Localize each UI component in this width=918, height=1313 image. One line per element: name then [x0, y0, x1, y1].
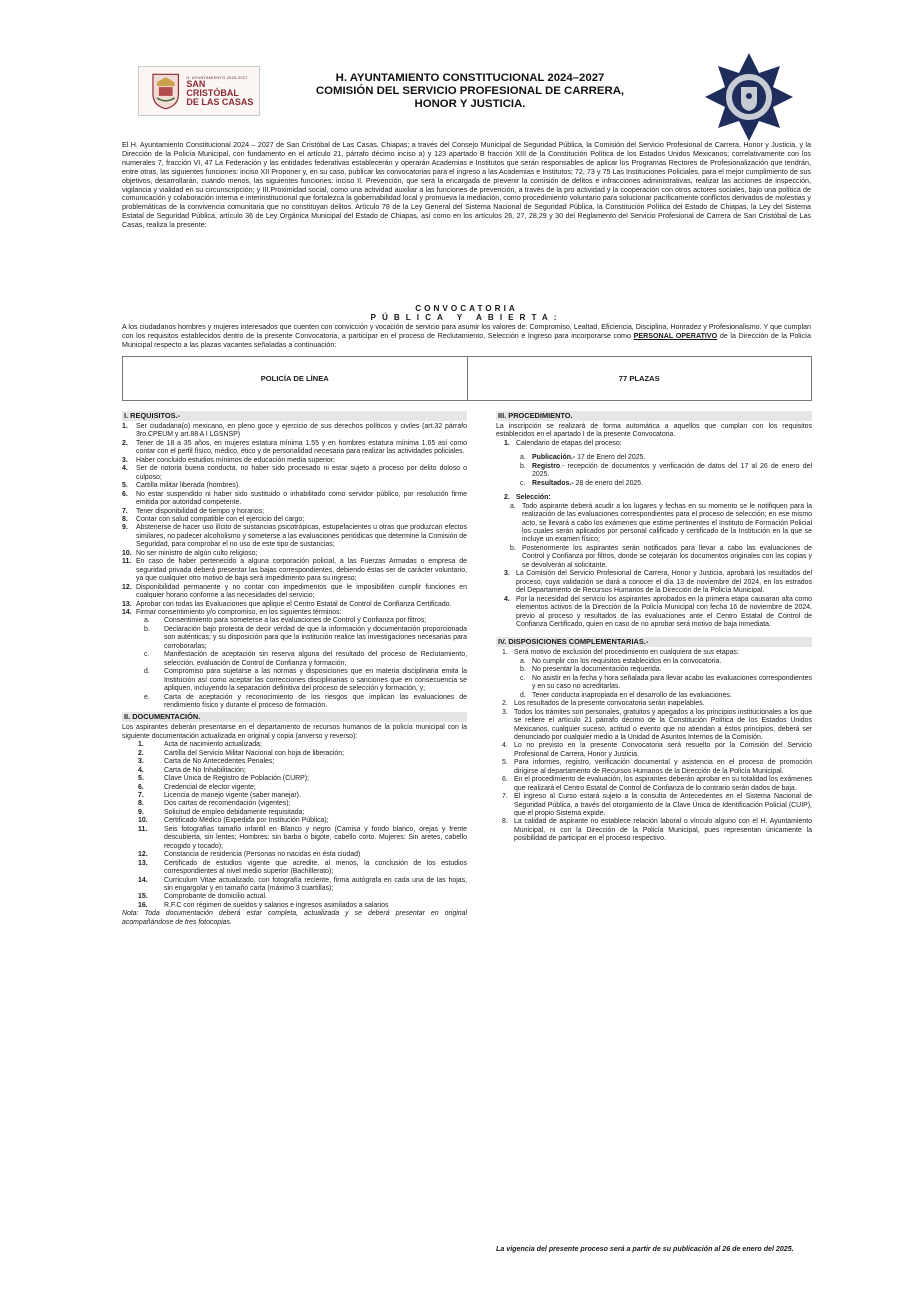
- calendario-num: 1.: [504, 439, 510, 447]
- documento-item: [122, 877, 467, 894]
- section-documentacion-title: II. DOCUMENTACIÓN.: [122, 712, 467, 722]
- procedimiento-item: [496, 596, 812, 630]
- disposicion-item-marker: 8.: [502, 818, 508, 826]
- requisito-item-marker: 14.: [122, 608, 132, 616]
- disposicion-item-text: Para informes, registro, verificación documental y asistencia en el proceso de promoción dirigirse al departamento de Recursos Humanos de la Dirección de la Policía Municipal.: [514, 759, 812, 775]
- documentacion-note: Nota: Toda documentación deberá estar completa, actualizada y se deberá presentar en original acompañándose de tres fotocopias.: [122, 910, 467, 926]
- documento-item: [122, 817, 467, 825]
- requisito-item-marker: 13.: [122, 600, 132, 608]
- section-procedimiento-title: III. PROCEDIMIENTO.: [496, 411, 812, 421]
- requisito-subitem: [122, 668, 467, 693]
- logo-line1: H. AYUNTAMIENTO 2024-2027: [186, 74, 248, 80]
- disposicion-item-marker: 7.: [502, 793, 508, 801]
- requisito-item-marker: 6.: [122, 490, 128, 498]
- documento-item: [122, 860, 467, 877]
- documento-item: [122, 767, 467, 775]
- logo-line2: SAN CRISTÓBAL: [186, 78, 239, 98]
- requisito-item: [122, 524, 467, 549]
- requisito-subitem-marker: c.: [144, 651, 150, 659]
- documento-item-marker: 8.: [138, 800, 144, 808]
- requisito-item: [122, 423, 467, 440]
- requisito-item-text: No ser ministro de algún culto religioso;: [136, 549, 258, 557]
- documento-item-marker: 15.: [138, 893, 148, 901]
- disposicion-subitem: [496, 658, 812, 666]
- documento-item: [122, 741, 467, 749]
- intro-paragraph: El H. Ayuntamiento Constitucional 2024 – 2027 de San Cristóbal de Las Casas, Chiapas; a través del Consejo Municipal de Seguridad Pública, la Comisión del Servicio Profesional de Carrera, Honor y Justicia, y la Dirección de la Policía Municipal, con fundamento en el artículo 21, párrafo décimo inciso a) y 123 apartado B fracción XIII de la Constitución Política de los Estados Unidos Mexicanos; correlativamente con los numerales 7, fracción VI, 47 La Federación y las entidades federativas establecerán y operarán Academias e Institutos que serán responsables de aplicar los Programas Rectores de Profesionalización que tendrán, entre otras, las siguientes funciones: inciso XII Proponer y, en su caso, publicar las convocatorias para el ingreso a las Academias e Institutos; 72, 73 y 75 Las Instituciones Policiales, para el mejor cumplimiento de sus objetivos, desarrollarán, cuando menos, las siguientes funciones: inciso II. Prevención, que será la encargada de prevenir la comisión de delitos e infracciones administrativas, realizar las acciones de inspección, vigilancia y vialidad en su circunscripción; y III.Proximidad social, como una actividad auxiliar a las funciones de prevención, a través de la pro actividad y la cooperación con otros actores sociales, bajo una política de comunicación y colaboración interna e interinstitucional que fortalezca la gobernabilidad local y promueva la mediación, como procedimiento voluntario para solucionar pacíficamente conflictos derivados de molestias y problemáticas de la convivencia comunitaria que no constituyan delitos. Artículo 78 de la Ley General del Sistema Nacional de Seguridad Pública, la Constitución Política del Estado de Chiapas, la Ley del Sistema Estatal de Seguridad Pública, artículo 36 de Ley Orgánica Municipal del Estado de Chiapas, así como en los artículos 26, 27, 28,29 y 30 del Reglamento del Servicio Profesional de Carrera de San Cristóbal de Las Casas, realiza la presente:: [122, 141, 811, 230]
- calendario-list: [496, 454, 812, 488]
- requisito-subitem: [122, 617, 467, 625]
- municipality-logo: [138, 66, 260, 116]
- convocatoria-title: CONVOCATORIA: [415, 304, 518, 313]
- documento-item-marker: 12.: [138, 851, 148, 859]
- calendario-detail: 17 de Enero del 2025.: [575, 454, 646, 462]
- disposicion-item-text: Lo no previsto en la presente Convocatoria será resuelto por la Comisión del Servicio Profesional de Carrera, Honor y Justicia.: [514, 742, 812, 758]
- section-requisitos-title: I. REQUISITOS.-: [122, 411, 467, 421]
- documento-item-text: Acta de nacimiento actualizada;: [164, 741, 262, 749]
- requisito-item: [122, 491, 467, 508]
- title-line2: COMISIÓN DEL SERVICIO PROFESIONAL DE CARRERA,: [315, 85, 625, 97]
- requisito-item: [122, 508, 467, 516]
- disposicion-subitem-text: No asistir en la fecha y hora señalada para llevar acabo las evaluaciones correspondientes y en su caso no acreditarlas.: [532, 674, 812, 691]
- documento-item: [122, 758, 467, 766]
- requisito-item-marker: 8.: [122, 515, 128, 523]
- procedimiento-item: [496, 570, 812, 595]
- procedimiento-item-text: La Comisión del Servicio Profesional de Carrera, Honor y Justicia, aprobará los resultados del proceso, cuya validación se dará a conocer el día 13 de noviembre del 2024, en los estrados del Departamento de Recursos Humanos de la Dirección de la Policía Municipal.: [516, 570, 812, 595]
- requisito-item: [122, 601, 467, 609]
- requisito-item-text: Ser de notoria buena conducta, no haber sido procesado ni estar sujeto a proceso por delito doloso o culposo;: [136, 465, 467, 481]
- documento-item-marker: 13.: [138, 859, 148, 867]
- calendario-bold: Resultados.-: [532, 479, 574, 487]
- documento-item-text: Clave Única de Registro de Población (CURP);: [164, 775, 309, 783]
- requisito-item: [122, 482, 467, 490]
- disposicion-subitem-marker: a.: [520, 657, 526, 665]
- calendario-text: [532, 480, 812, 488]
- documento-item-text: Cartilla del Servicio Militar Nacional con hoja de liberación;: [164, 749, 345, 757]
- requisito-item-text: Cartilla militar liberada (hombres).: [136, 482, 241, 490]
- requisito-subitem-text: Compromiso para sujetarse a las normas y disposiciones que en materia disciplinaria emita la Institución así como aceptar las correcciones disciplinarias o sanciones que en consecuencia se apliquen, incluyendo la separación definitiva del proceso de selección y formación, y;: [164, 668, 467, 693]
- requisito-item: [122, 584, 467, 601]
- documento-item-text: Dos cartas de recomendación (vigentes);: [164, 800, 291, 808]
- calendario-text: [532, 454, 812, 462]
- disposicion-item-marker: 5.: [502, 759, 508, 767]
- requisito-subitem-text: Manifestación de aceptación sin reserva alguna del resultado del proceso de Reclutamiento, selección, evaluación de Control de Confianza y formación;: [164, 651, 467, 667]
- plaza-numero: 77 PLAZAS: [618, 374, 660, 383]
- requisito-subitem-text: Declaración bajo protesta de decir verdad de que la información y documentación proporcionada son auténticas; y su disposición para que la institución realice las investigaciones necesarias para corroborarlas;: [164, 625, 467, 650]
- seleccion-num: 2.: [504, 494, 510, 502]
- calendario-text: [532, 463, 812, 480]
- disposicion-item-marker: 2.: [502, 700, 508, 708]
- disposicion-item-text: Los resultados de la presente convocatoria serán inapelables.: [514, 700, 705, 708]
- calendario-item: [496, 440, 812, 448]
- requisito-subitem: [122, 626, 467, 651]
- seleccion-subitem: [496, 503, 812, 545]
- disposicion-item: [496, 776, 812, 793]
- calendario-bold: Registro: [532, 462, 561, 470]
- section-disposiciones-title: IV. DISPOSICIONES COMPLEMENTARIAS.-: [496, 637, 812, 647]
- requisito-item: [122, 457, 467, 465]
- requisito-item: [122, 516, 467, 524]
- disposicion-item-text: En el procedimiento de evaluación, los aspirantes deberán aprobar en su totalidad los exámenes que realizará el Centro Estatal de Control de Confianza de lo contrario serán dados de baja.: [514, 776, 812, 792]
- right-column: [496, 409, 812, 844]
- disposicion-item: [496, 742, 812, 759]
- documento-item: [122, 893, 467, 901]
- disposicion-subitem: [496, 675, 812, 692]
- documento-item-text: Constancia de residencia (Personas no nacidas en ésta ciudad): [164, 851, 361, 859]
- documento-item: [122, 809, 467, 817]
- documento-item-marker: 9.: [138, 808, 144, 816]
- calendario-letter: c.: [520, 479, 526, 487]
- disposicion-item-text: La calidad de aspirante no establece relación laboral o vínculo alguno con el H. Ayuntamiento Municipal, ni con la Dirección de la Policía Municipal, pues representan únicamente la posibilidad de participar en el proceso respectivo.: [514, 818, 812, 843]
- documento-item-text: Licencia de manejo vigente (saber manejar).: [164, 792, 301, 800]
- documento-item-marker: 6.: [138, 783, 144, 791]
- documento-item-text: Certificado Médico (Expedida por Institución Pública);: [164, 817, 329, 825]
- disposicion-item-text: Todos los trámites son personales, gratuitos y apegados a los principios institucionales a los que se refiere el artículo 21 párrafo décimo de la Constitución Política de los Estados Unidos Mexicanos, cualquier suceso, actitud o evento que no atiendan a éstos principios, deberá ser denunciado por cualquier medio a la Unidad de Asuntos Internos de la Comisión.: [514, 708, 812, 741]
- documento-item-text: Carta de No Inhabilitación;: [164, 766, 246, 774]
- left-column: [122, 409, 467, 927]
- requisito-item-text: Firmar consentimiento y/o compromiso, en los siguientes términos:: [136, 608, 342, 616]
- requisito-subitem: [122, 651, 467, 668]
- documento-item-marker: 10.: [138, 817, 148, 825]
- requisito-item: [122, 609, 467, 617]
- spacer: [496, 629, 812, 635]
- requisito-item-marker: 12.: [122, 583, 132, 591]
- requisito-item-marker: 9.: [122, 524, 128, 532]
- documento-item: [122, 775, 467, 783]
- requisitos-sublist: [122, 617, 467, 710]
- convocatoria-text: [122, 323, 811, 351]
- requisito-item: [122, 558, 467, 583]
- documento-item-text: Credencial de elector vigente;: [164, 783, 256, 791]
- requisito-item-text: Abstenerse de hacer uso ilícito de sustancias psicotrópicas, estupefacientes u otras que produzcan efectos similares, no padecer alcoholismo y someterse a las evaluaciones periódicas que determine la Comisión de Seguridad, para comprobar el no uso de este tipo de sustancias;: [136, 524, 467, 549]
- procedimiento-list: [496, 570, 812, 629]
- requisito-item-text: Disponibilidad permanente y no contar con impedimentos que le imposibiliten cumplir funciones en cualquier horario conforme a las necesidades del servicio;: [136, 583, 467, 600]
- requisito-subitem: [122, 694, 467, 711]
- calendario-subitem: [496, 463, 812, 480]
- disposicion-subitem-marker: c.: [520, 674, 526, 682]
- requisito-subitem-text: Consentimiento para someterse a las evaluaciones de Control y Confianza por filtros;: [164, 617, 427, 625]
- documento-item-text: Carta de No Antecedentes Penales;: [164, 758, 275, 766]
- convocatoria-text-after: de la Dirección de la Policía Municipal respecto a las plazas vacantes señaladas a continuación:: [122, 332, 811, 350]
- personal-operativo-highlight: PERSONAL OPERATIVO: [633, 332, 718, 341]
- documento-item: [122, 750, 467, 758]
- disposiciones-list: [496, 700, 812, 844]
- documento-item-marker: 3.: [138, 758, 144, 766]
- convocatoria-text-before: A los ciudadanos hombres y mujeres interesados que cuenten con convicción y vocación de servicio para asumir los valores de: Compromiso, Lealtad, Eficiencia, Disciplina, Honradez y Profesionalismo. Y que cumplan con los requisitos establecidos dentro de la presente Convocatoria, a participar en el proceso de Reclutamiento, Selección e Ingreso para incorporarse como: [122, 323, 811, 341]
- documento-item-text: Curriculum Vitae actualizado, con fotografía reciente, firma autógrafa en cada una de las hojas, sin engargolar y en tamaño carta (máximo 3 cuartillas);: [164, 876, 467, 893]
- documento-item-marker: 4.: [138, 766, 144, 774]
- requisito-item-text: Contar con salud compatible con el ejercicio del cargo;: [136, 515, 305, 523]
- page-title: [300, 72, 640, 111]
- seleccion-subitem-marker: b.: [510, 544, 516, 552]
- requisito-item-marker: 1.: [122, 423, 128, 430]
- documento-item: [122, 851, 467, 859]
- plazas-table: [122, 356, 812, 401]
- documentacion-list: [122, 741, 467, 910]
- documento-item-marker: 16.: [138, 901, 148, 909]
- calendario-detail: 28 de enero del 2025.: [573, 479, 644, 487]
- seleccion-subitem: [496, 545, 812, 570]
- documento-item-marker: 1.: [138, 741, 144, 749]
- procedimiento-item-text: Por la necesidad del servicio los aspirantes aprobados en la primera etapa causaran alta como elementos activos de la Dirección de la Policía Municipal con fecha 16 de noviembre de 2024, previo al proceso y resultados de las evaluaciones ante el Centro Estatal de Control de Confianza Certificado, quien en caso de no aprobar será motivo de baja inmediata.: [516, 595, 812, 628]
- requisito-item-text: En caso de haber pertenecido a alguna corporación policial, a las Fuerzas Armadas o empresa de seguridad privada deberá presentar las bajas correspondientes, debiendo éstas ser de carácter voluntario, ya que cualquier otro motivo de baja será impedimento para su ingreso;: [136, 558, 467, 583]
- disposicion-item: [496, 759, 812, 776]
- requisito-subitem-marker: a.: [144, 617, 150, 625]
- city-seal-icon: [151, 72, 180, 110]
- disposicion-item: [496, 709, 812, 743]
- documento-item: [122, 826, 467, 851]
- seleccion-list: [496, 503, 812, 571]
- requisito-subitem-marker: b.: [144, 625, 150, 633]
- documento-item-marker: 11.: [138, 825, 148, 833]
- documento-item-text: R.F.C con régimen de sueldos y salarios e ingresos asimilados a salarios: [164, 901, 389, 909]
- documento-item-text: Seis fotografías tamaño infantil en Blanco y negro (Camisa y fondo blanco, orejas y frente descubierta, sin lentes; Hombres: sin barba o bigote, cabello corto. Mujeres: Sin aretes, cabello recogido y tocado);: [164, 825, 467, 850]
- disposicion-item-text: El ingreso al Curso estará sujeto a la consulta de Antecedentes en el Sistema Nacional de Seguridad Pública, a través del otorgamiento de la Clave Única de Identificación Policial (CUIP), que el propio Sistema expide.: [514, 793, 812, 818]
- requisito-item-text: Ser ciudadana(o) mexicano, en pleno goce y ejercicio de sus derechos políticos y civiles (art.32 párrafo 3ro.CPEUM y art.88 A I LGSNSP): [136, 423, 467, 439]
- vigencia-note: La vigencia del presente proceso será a partir de su publicación al 26 de enero del 2025.: [496, 1245, 794, 1253]
- disposicion-subitem-marker: d.: [520, 691, 526, 699]
- disposicion-subitem-text: Tener conducta inapropiada en el desarrollo de las evaluaciones.: [532, 691, 732, 699]
- requisito-item-marker: 7.: [122, 507, 128, 515]
- requisito-item: [122, 465, 467, 482]
- calendario-letter: a.: [520, 454, 526, 462]
- plaza-puesto: POLICÍA DE LÍNEA: [123, 357, 468, 400]
- requisito-item-marker: 10.: [122, 549, 132, 557]
- disposicion-item-marker: 3.: [502, 708, 508, 716]
- requisito-item-marker: 11.: [122, 558, 132, 566]
- documento-item-marker: 2.: [138, 749, 144, 757]
- seleccion-subitem-marker: a.: [510, 502, 516, 510]
- requisito-item-marker: 2.: [122, 439, 128, 447]
- disposicion-text: Será motivo de exclusión del procedimiento en cualquiera de sus etapas:: [514, 649, 739, 657]
- documento-item-text: Solicitud de empleo debidamente requisitada;: [164, 808, 305, 816]
- disposicion-subitem: [496, 692, 812, 700]
- disposicion-item-marker: 4.: [502, 742, 508, 750]
- seleccion-label: Selección:: [516, 494, 551, 502]
- seleccion-subitem-text: Todo aspirante deberá acudir a los lugares y fechas en su momento se le notifiquen para la realización de las evaluaciones correspondientes para el proceso de selección; en ese mismo acto, se llevará a cabo los exámenes que estime pertinentes el Instituto de Formación Policial los cuales serán aplicados por personal calificado y certificado de la Institución en la que se incluye un examen físico;: [522, 502, 812, 544]
- documento-item-marker: 7.: [138, 792, 144, 800]
- disposicion-item: [496, 793, 812, 818]
- calendario-subitem: [496, 480, 812, 488]
- convocatoria-subtitle: PÚBLICA Y ABIERTA:: [370, 313, 563, 322]
- disposicion-num: 1.: [502, 649, 508, 657]
- disposicion-subitem-text: No cumplir con los requisitos establecidos en la convocatoria.: [532, 657, 722, 665]
- title-line3: HONOR Y JUSTICIA.: [414, 98, 526, 110]
- disposicion-item-marker: 6.: [502, 776, 508, 784]
- disposicion-item: [496, 818, 812, 843]
- logo-line3: DE LAS CASAS: [186, 96, 254, 107]
- requisito-item: [122, 550, 467, 558]
- documento-item: [122, 784, 467, 792]
- disposicion-subitem-text: No presentar la documentación requerida.: [532, 666, 662, 674]
- disposicion-subitem: [496, 666, 812, 674]
- requisito-item-marker: 3.: [122, 456, 128, 464]
- documento-item: [122, 902, 467, 910]
- requisito-item-marker: 5.: [122, 482, 128, 490]
- requisito-item-text: Haber concluido estudios mínimos de educación media superior;: [136, 456, 335, 464]
- procedimiento-item-marker: 4.: [504, 595, 510, 603]
- documento-item-text: Comprobante de domicilio actual.: [164, 893, 267, 901]
- calendario-label: Calendario de etapas del proceso:: [516, 439, 622, 447]
- requisito-item-text: Aprobar con todas las Evaluaciones que aplique el Centro Estatal de Control de Confianza Certificado.: [136, 600, 452, 608]
- disposicion-subitem-marker: b.: [520, 666, 526, 674]
- calendario-detail: .- recepción de documentos y verificación de datos del 17 al 26 de enero del 2025.: [532, 462, 812, 479]
- seleccion-subitem-text: Posteriormente los aspirantes serán notificados para llevar a cabo las evaluaciones de Control y Confianza por filtros, donde se cotejarán los documentos originales con las copias y se devolverán al solicitante.: [522, 544, 812, 569]
- documento-item: [122, 792, 467, 800]
- disposiciones-sublist: [496, 658, 812, 700]
- requisito-item-text: Tener disponibilidad de tiempo y horarios;: [136, 507, 265, 515]
- disposicion-item: [496, 700, 812, 708]
- requisito-item-text: No estar suspendido ni haber sido sustituido o inhabilitado como servidor público, por resolución firme emitida por autoridad competente.: [136, 490, 467, 507]
- disposicion-item-1: [496, 649, 812, 657]
- documento-item-marker: 5.: [138, 775, 144, 783]
- requisito-item-marker: 4.: [122, 465, 128, 473]
- procedimiento-intro: La inscripción se realizará de forma automática a aquellos que cumplan con los requisitos establecidos en el apartado I de la presente Convocatoria.: [496, 423, 812, 439]
- requisito-subitem-marker: e.: [144, 693, 150, 701]
- calendario-subitem: [496, 454, 812, 462]
- calendario-letter: b.: [520, 462, 526, 470]
- requisito-subitem-marker: d.: [144, 668, 150, 676]
- police-badge-icon: [704, 52, 794, 142]
- requisito-subitem-text: Carta de aceptación y reconocimiento de los riesgos que implican las evaluaciones de rendimiento físico y durante el proceso de formación.: [164, 693, 467, 709]
- calendario-bold: Publicación.-: [532, 454, 576, 462]
- documento-item-text: Certificado de estudios vigente que acredite, al menos, la conclusión de los estudios correspondientes al nivel medio superior (Bachillerato);: [164, 859, 467, 876]
- requisitos-list: [122, 423, 467, 617]
- documentacion-intro: Los aspirantes deberán presentarse en el departamento de recursos humanos de la policía municipal con la siguiente documentación actualizada en original y copia (anverso y reverso):: [122, 724, 467, 740]
- seleccion-item: [496, 494, 812, 502]
- documento-item: [122, 800, 467, 808]
- requisito-item: [122, 440, 467, 457]
- title-line1: H. AYUNTAMIENTO CONSTITUCIONAL 2024–2027: [335, 72, 605, 84]
- procedimiento-item-marker: 3.: [504, 570, 510, 578]
- documento-item-marker: 14.: [138, 876, 148, 884]
- requisito-item-text: Tener de 18 a 35 años, en mujeres estatura mínima 1.55 y en hombres estatura mínima 1.65 así como contar con el perfil físico, médico, ético y de personalidad necesaria para realizar las actividades policiales.: [136, 439, 467, 456]
